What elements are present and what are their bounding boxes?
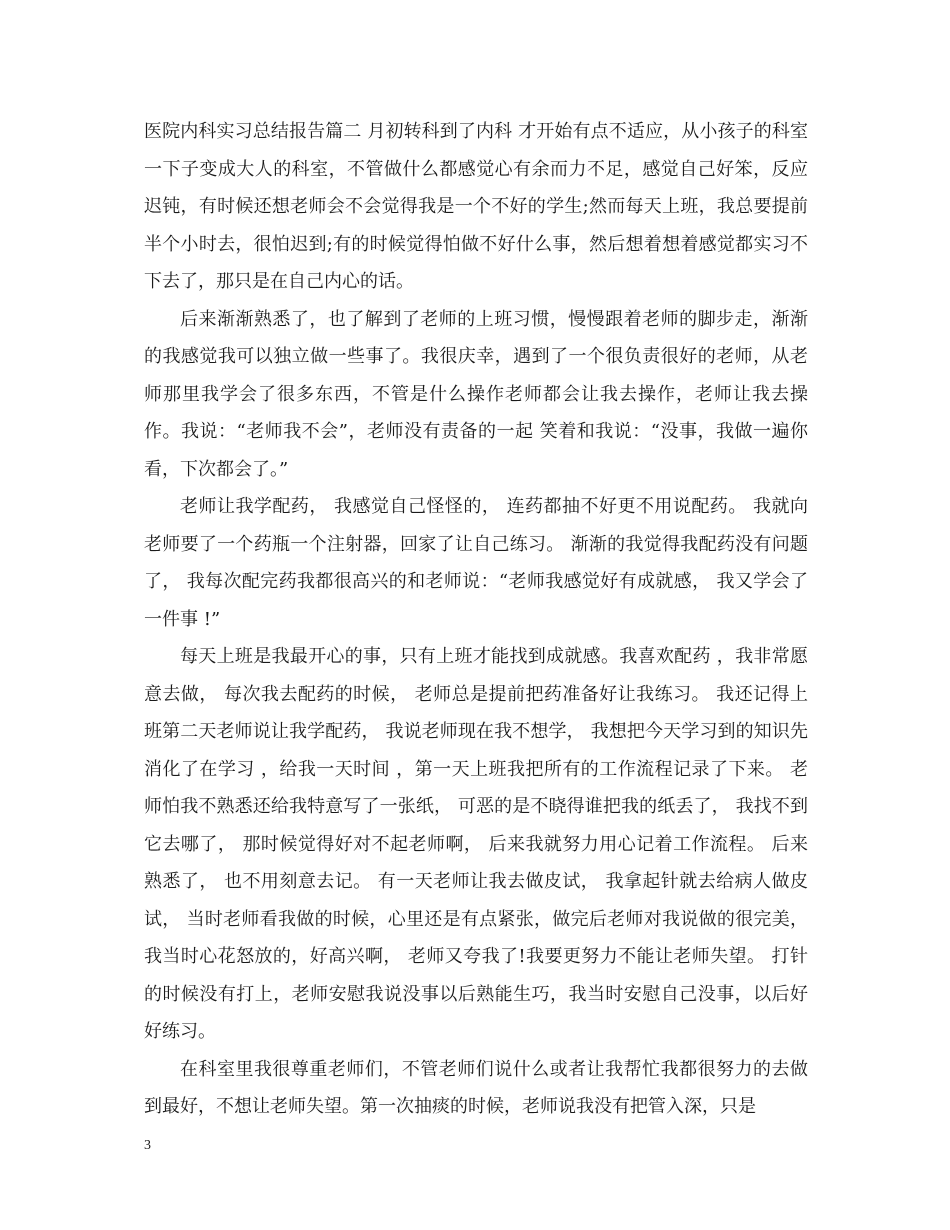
paragraph-2: 后来渐渐熟悉了，也了解到了老师的上班习惯，慢慢跟着老师的脚步走，渐渐的我感觉我可以独立做一些事了。我很庆幸，遇到了一个很负责很好的老师，从老师那里我学会了很多东西，不管是什么操作老师都会让我去操作，老师让我去操作。我说：“老师我不会”，老师没有责备的一起 笑着和我说：“没事，我做一遍你看，下次都会了。” xyxy=(144,308,808,480)
paragraph-1: 医院内科实习总结报告篇二 月初转科到了内科 才开始有点不适应，从小孩子的科室一下子变成大人的科室，不管做什么都感觉心有余而力不足，感觉自己好笨，反应迟钝，有时候还想老师会不会觉得我是一个不好的学生;然而每天上班，我总要提前半个小时去，很怕迟到;有的时候觉得怕做不好什么事，然后想着想着感觉都实习不下去了，那只是在自己内心的话。 xyxy=(144,121,808,292)
page-number: 3 xyxy=(144,1138,151,1153)
document-body xyxy=(144,113,808,1126)
paragraph-3: 老师让我学配药， 我感觉自己怪怪的， 连药都抽不好更不用说配药。 我就向老师要了一个药瓶一个注射器，回家了让自己练习。 渐渐的我觉得我配药没有问题了， 我每次配完药我都很高兴的和老师说：“老师我感觉好有成就感， 我又学会了一件事 !” xyxy=(144,496,808,630)
paragraph-4: 每天上班是我最开心的事，只有上班才能找到成就感。我喜欢配药 ，我非常愿意去做， 每次我去配药的时候， 老师总是提前把药准备好让我练习。 我还记得上班第二天老师说让我学配药， 我说老师现在我不想学， 我想把今天学习到的知识先消化了在学习 ，给我一天时间 ，第一天上班我把所有的工作流程记录了下来。 老师怕我不熟悉还给我特意写了一张纸， 可恶的是不晓得谁把我的纸丢了， 我找不到它去哪了， 那时候觉得好对不起老师啊， 后来我就努力用心记着工作流程。 后来熟悉了， 也不用刻意去记。 有一天老师让我去做皮试， 我拿起针就去给病人做皮试， 当时老师看我做的时候，心里还是有点紧张，做完后老师对我说做的很完美，我当时心花怒放的，好高兴啊， 老师又夸我了!我要更努力不能让老师失望。 打针的时候没有打上，老师安慰我说没事以后熟能生巧，我当时安慰自己没事，以后好好练习。 xyxy=(144,646,808,1042)
paragraph-5: 在科室里我很尊重老师们，不管老师们说什么或者让我帮忙我都很努力的去做到最好，不想让老师失望。第一次抽痰的时候，老师说我没有把管入深，只是 xyxy=(144,1058,808,1117)
